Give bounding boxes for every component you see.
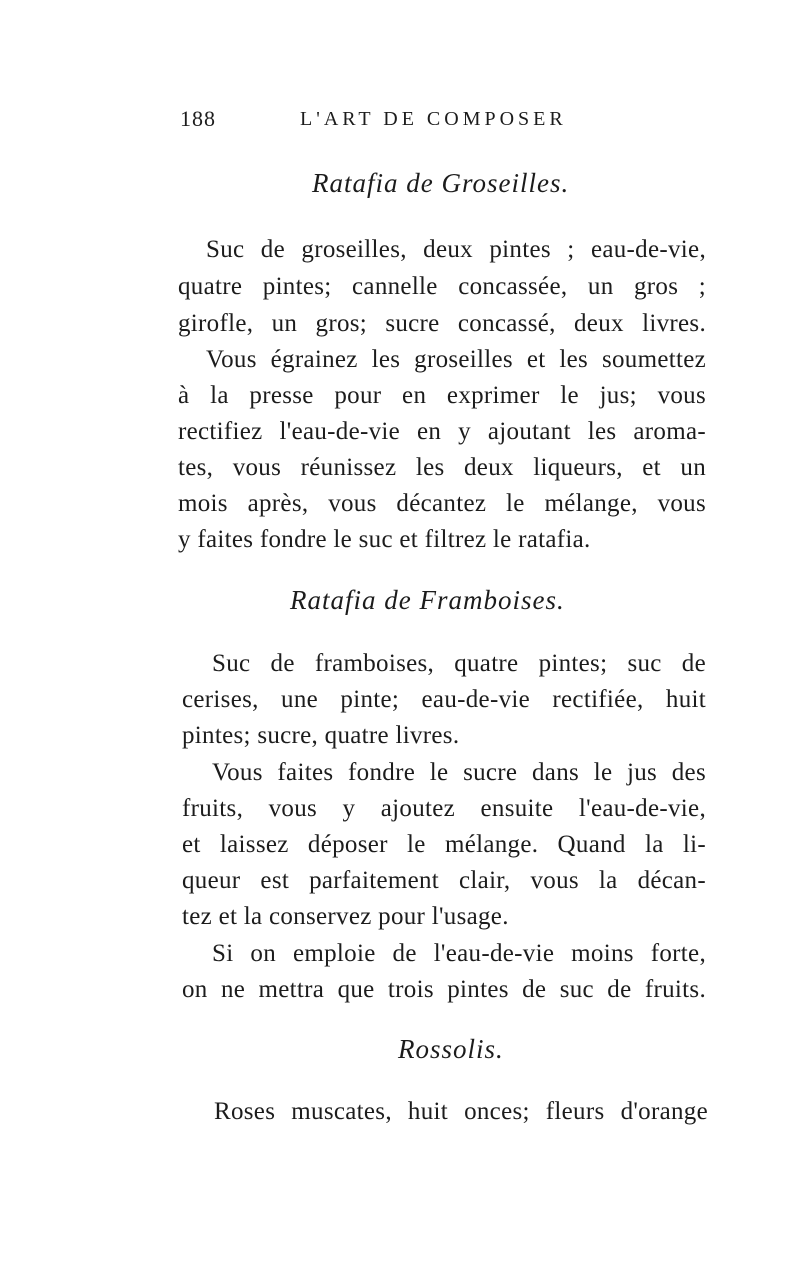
text-line: Vous faites fondre le sucre dans le jus des bbox=[212, 759, 706, 786]
text-line: Roses muscates, huit onces; fleurs d'orange bbox=[214, 1098, 708, 1125]
text-line: queur est parfaitement clair, vous la décan- bbox=[182, 867, 706, 894]
text-line: et laissez déposer le mélange. Quand la li- bbox=[182, 831, 706, 858]
text-line: mois après, vous décantez le mélange, vous bbox=[178, 490, 706, 517]
text-line: tez et la conservez pour l'usage. bbox=[182, 903, 509, 930]
text-line: cerises, une pinte; eau-de-vie rectifiée, huit bbox=[182, 686, 706, 713]
text-line: fruits, vous y ajoutez ensuite l'eau-de-vie, bbox=[182, 795, 706, 822]
running-title: L'ART DE COMPOSER bbox=[300, 108, 567, 130]
text-line: Vous égrainez les groseilles et les soumettez bbox=[206, 346, 706, 373]
page-number: 188 bbox=[180, 106, 216, 131]
text-line: pintes; sucre, quatre livres. bbox=[182, 722, 460, 749]
text-line: Suc de framboises, quatre pintes; suc de bbox=[212, 650, 706, 677]
section-heading: Rossolis. bbox=[398, 1034, 504, 1064]
text-line: on ne mettra que trois pintes de suc de fruits. bbox=[182, 976, 706, 1003]
text-line: quatre pintes; cannelle concassée, un gros ; bbox=[178, 273, 706, 300]
text-line: Si on emploie de l'eau-de-vie moins forte, bbox=[212, 940, 706, 967]
text-line: tes, vous réunissez les deux liqueurs, et un bbox=[178, 454, 706, 481]
section-heading: Ratafia de Groseilles. bbox=[312, 168, 570, 198]
text-line: Suc de groseilles, deux pintes ; eau-de-vie, bbox=[206, 236, 706, 263]
section-heading: Ratafia de Framboises. bbox=[290, 585, 565, 615]
running-head bbox=[180, 100, 710, 140]
text-line: rectifiez l'eau-de-vie en y ajoutant les aroma- bbox=[178, 418, 706, 445]
text-line: y faites fondre le suc et filtrez le ratafia. bbox=[178, 526, 591, 553]
text-line: girofle, un gros; sucre concassé, deux livres. bbox=[178, 310, 706, 337]
text-line: à la presse pour en exprimer le jus; vous bbox=[178, 382, 706, 409]
